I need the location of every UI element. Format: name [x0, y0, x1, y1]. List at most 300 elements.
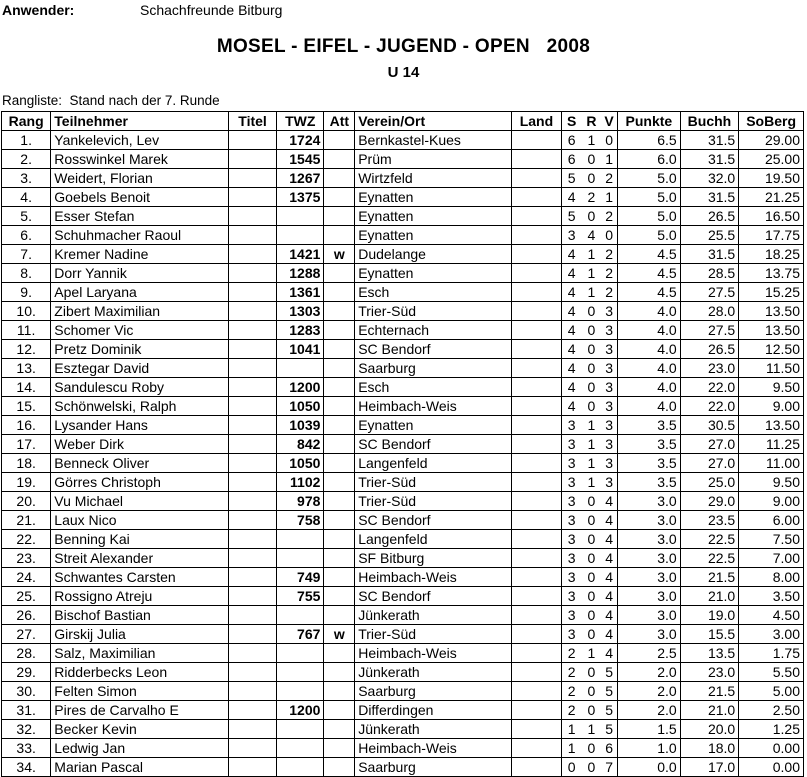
country-cell [512, 701, 561, 720]
club-cell: Echternach [355, 321, 512, 340]
name-cell: Apel Laryana [51, 283, 229, 302]
draws-cell: 0 [582, 568, 602, 587]
country-cell [512, 511, 561, 530]
draws-cell: 0 [582, 606, 602, 625]
buchholz-cell: 23.0 [680, 663, 739, 682]
rating-cell [277, 663, 324, 682]
draws-cell: 0 [582, 663, 602, 682]
title-cell [228, 720, 276, 739]
buchholz-cell: 31.5 [680, 188, 739, 207]
att-cell [324, 264, 355, 283]
sonneborn-cell: 0.00 [739, 739, 804, 758]
draws-cell: 0 [582, 492, 602, 511]
att-cell [324, 644, 355, 663]
name-cell: Zibert Maximilian [51, 302, 229, 321]
losses-cell: 4 [601, 549, 617, 568]
losses-cell: 3 [601, 321, 617, 340]
points-cell: 3.5 [618, 473, 681, 492]
country-cell [512, 606, 561, 625]
country-cell [512, 454, 561, 473]
buchholz-cell: 27.5 [680, 283, 739, 302]
title-cell [228, 492, 276, 511]
name-cell: Dorr Yannik [51, 264, 229, 283]
table-row [2, 739, 804, 758]
title-cell [228, 473, 276, 492]
table-row [2, 492, 804, 511]
rating-cell: 1724 [277, 131, 324, 150]
sonneborn-cell: 21.25 [739, 188, 804, 207]
rating-cell: 1267 [277, 169, 324, 188]
title-cell [228, 264, 276, 283]
club-cell: Trier-Süd [355, 625, 512, 644]
col-header-att: Att [324, 112, 355, 131]
buchholz-cell: 26.5 [680, 340, 739, 359]
att-cell [324, 568, 355, 587]
rank-cell: 29. [2, 663, 51, 682]
col-header-soberg: SoBerg [739, 112, 804, 131]
buchholz-cell: 19.0 [680, 606, 739, 625]
table-row [2, 454, 804, 473]
table-row [2, 416, 804, 435]
losses-cell: 0 [601, 131, 617, 150]
table-row [2, 663, 804, 682]
table-row [2, 625, 804, 644]
title-cell [228, 340, 276, 359]
name-cell: Schönwelski, Ralph [51, 397, 229, 416]
sonneborn-cell: 8.00 [739, 568, 804, 587]
rating-cell [277, 530, 324, 549]
losses-cell: 3 [601, 378, 617, 397]
name-cell: Weber Dirk [51, 435, 229, 454]
country-cell [512, 492, 561, 511]
att-cell [324, 378, 355, 397]
losses-cell: 1 [601, 150, 617, 169]
country-cell [512, 682, 561, 701]
buchholz-cell: 31.5 [680, 245, 739, 264]
club-cell: Heimbach-Weis [355, 739, 512, 758]
club-cell: Wirtzfeld [355, 169, 512, 188]
buchholz-cell: 23.5 [680, 511, 739, 530]
club-cell: Eynatten [355, 207, 512, 226]
sonneborn-cell: 5.50 [739, 663, 804, 682]
table-row [2, 701, 804, 720]
rating-cell: 1361 [277, 283, 324, 302]
att-cell [324, 739, 355, 758]
wins-cell: 3 [561, 473, 582, 492]
title-cell [228, 625, 276, 644]
points-cell: 3.5 [618, 435, 681, 454]
losses-cell: 5 [601, 701, 617, 720]
title-cell [228, 587, 276, 606]
points-cell: 4.5 [618, 245, 681, 264]
losses-cell: 3 [601, 416, 617, 435]
wins-cell: 3 [561, 435, 582, 454]
points-cell: 1.0 [618, 739, 681, 758]
country-cell [512, 644, 561, 663]
losses-cell: 5 [601, 663, 617, 682]
buchholz-cell: 28.0 [680, 302, 739, 321]
standings-table [1, 111, 804, 777]
draws-cell: 0 [582, 739, 602, 758]
country-cell [512, 207, 561, 226]
table-row [2, 283, 804, 302]
draws-cell: 0 [582, 758, 602, 777]
rating-cell: 755 [277, 587, 324, 606]
buchholz-cell: 25.0 [680, 473, 739, 492]
rating-cell [277, 207, 324, 226]
buchholz-cell: 18.0 [680, 739, 739, 758]
rating-cell: 1421 [277, 245, 324, 264]
rank-cell: 14. [2, 378, 51, 397]
sonneborn-cell: 16.50 [739, 207, 804, 226]
losses-cell: 3 [601, 340, 617, 359]
col-header-verein: Verein/Ort [355, 112, 512, 131]
rating-cell: 1050 [277, 397, 324, 416]
name-cell: Benneck Oliver [51, 454, 229, 473]
wins-cell: 1 [561, 720, 582, 739]
buchholz-cell: 29.0 [680, 492, 739, 511]
points-cell: 5.0 [618, 226, 681, 245]
sonneborn-cell: 7.50 [739, 530, 804, 549]
points-cell: 1.5 [618, 720, 681, 739]
col-header-twz: TWZ [277, 112, 324, 131]
title-cell [228, 169, 276, 188]
title-cell [228, 131, 276, 150]
club-cell: Jünkerath [355, 606, 512, 625]
draws-cell: 0 [582, 511, 602, 530]
name-cell: Laux Nico [51, 511, 229, 530]
country-cell [512, 169, 561, 188]
title-cell [228, 701, 276, 720]
losses-cell: 3 [601, 435, 617, 454]
table-row [2, 758, 804, 777]
points-cell: 3.0 [618, 606, 681, 625]
wins-cell: 4 [561, 245, 582, 264]
document-subtitle: U 14 [387, 64, 420, 81]
rank-cell: 17. [2, 435, 51, 454]
user-line [2, 2, 282, 18]
name-cell: Görres Christoph [51, 473, 229, 492]
att-cell [324, 359, 355, 378]
draws-cell: 1 [582, 435, 602, 454]
points-cell: 2.5 [618, 644, 681, 663]
wins-cell: 4 [561, 302, 582, 321]
club-cell: Dudelange [355, 245, 512, 264]
table-row [2, 511, 804, 530]
table-row [2, 587, 804, 606]
wins-cell: 3 [561, 530, 582, 549]
user-value: Schachfreunde Bitburg [140, 2, 283, 18]
points-cell: 2.0 [618, 682, 681, 701]
country-cell [512, 416, 561, 435]
att-cell [324, 701, 355, 720]
title-cell [228, 397, 276, 416]
rating-cell: 1375 [277, 188, 324, 207]
title-cell [228, 644, 276, 663]
club-cell: Eynatten [355, 188, 512, 207]
country-cell [512, 530, 561, 549]
draws-cell: 0 [582, 169, 602, 188]
sonneborn-cell: 4.50 [739, 606, 804, 625]
table-row [2, 435, 804, 454]
table-row [2, 340, 804, 359]
buchholz-cell: 22.5 [680, 549, 739, 568]
draws-cell: 1 [582, 283, 602, 302]
rating-cell: 978 [277, 492, 324, 511]
draws-cell: 0 [582, 207, 602, 226]
wins-cell: 3 [561, 606, 582, 625]
title-cell [228, 226, 276, 245]
rank-cell: 33. [2, 739, 51, 758]
document-title: MOSEL - EIFEL - JUGEND - OPEN 2008 [216, 36, 591, 57]
rank-cell: 19. [2, 473, 51, 492]
rank-cell: 18. [2, 454, 51, 473]
col-header-v: V [601, 112, 617, 131]
buchholz-cell: 27.5 [680, 321, 739, 340]
losses-cell: 5 [601, 720, 617, 739]
table-row [2, 245, 804, 264]
wins-cell: 3 [561, 416, 582, 435]
table-row [2, 568, 804, 587]
rating-cell: 758 [277, 511, 324, 530]
col-header-teilnehmer: Teilnehmer [51, 112, 229, 131]
att-cell [324, 207, 355, 226]
sonneborn-cell: 12.50 [739, 340, 804, 359]
sonneborn-cell: 9.50 [739, 473, 804, 492]
rating-cell [277, 644, 324, 663]
wins-cell: 5 [561, 207, 582, 226]
club-cell: Jünkerath [355, 720, 512, 739]
title-cell [228, 150, 276, 169]
rating-cell: 1200 [277, 701, 324, 720]
table-row [2, 264, 804, 283]
table-row [2, 321, 804, 340]
losses-cell: 2 [601, 283, 617, 302]
buchholz-cell: 31.5 [680, 131, 739, 150]
rank-cell: 11. [2, 321, 51, 340]
wins-cell: 4 [561, 340, 582, 359]
name-cell: Streit Alexander [51, 549, 229, 568]
points-cell: 6.0 [618, 150, 681, 169]
points-cell: 3.0 [618, 511, 681, 530]
wins-cell: 4 [561, 264, 582, 283]
sonneborn-cell: 2.50 [739, 701, 804, 720]
rank-cell: 5. [2, 207, 51, 226]
wins-cell: 4 [561, 397, 582, 416]
table-row [2, 549, 804, 568]
sonneborn-cell: 29.00 [739, 131, 804, 150]
table-row [2, 188, 804, 207]
rating-cell [277, 682, 324, 701]
wins-cell: 3 [561, 549, 582, 568]
title-cell [228, 283, 276, 302]
rating-cell: 749 [277, 568, 324, 587]
points-cell: 2.0 [618, 701, 681, 720]
country-cell [512, 321, 561, 340]
club-cell: SC Bendorf [355, 587, 512, 606]
country-cell [512, 663, 561, 682]
att-cell [324, 473, 355, 492]
rating-cell: 1288 [277, 264, 324, 283]
buchholz-cell: 22.0 [680, 378, 739, 397]
name-cell: Lysander Hans [51, 416, 229, 435]
sonneborn-cell: 13.50 [739, 321, 804, 340]
points-cell: 5.0 [618, 169, 681, 188]
losses-cell: 0 [601, 226, 617, 245]
buchholz-cell: 26.5 [680, 207, 739, 226]
buchholz-cell: 22.0 [680, 397, 739, 416]
club-cell: Langenfeld [355, 530, 512, 549]
points-cell: 3.0 [618, 549, 681, 568]
rank-cell: 13. [2, 359, 51, 378]
sonneborn-cell: 13.75 [739, 264, 804, 283]
draws-cell: 2 [582, 188, 602, 207]
wins-cell: 2 [561, 682, 582, 701]
col-header-land: Land [512, 112, 561, 131]
club-cell: SF Bitburg [355, 549, 512, 568]
country-cell [512, 245, 561, 264]
buchholz-cell: 27.0 [680, 454, 739, 473]
att-cell [324, 454, 355, 473]
buchholz-cell: 31.5 [680, 150, 739, 169]
title-cell [228, 663, 276, 682]
wins-cell: 3 [561, 492, 582, 511]
name-cell: Schwantes Carsten [51, 568, 229, 587]
losses-cell: 4 [601, 625, 617, 644]
rank-cell: 24. [2, 568, 51, 587]
draws-cell: 0 [582, 587, 602, 606]
rating-cell [277, 606, 324, 625]
wins-cell: 3 [561, 511, 582, 530]
rank-cell: 25. [2, 587, 51, 606]
rank-cell: 22. [2, 530, 51, 549]
att-cell [324, 416, 355, 435]
rank-cell: 21. [2, 511, 51, 530]
table-row [2, 169, 804, 188]
points-cell: 3.0 [618, 625, 681, 644]
club-cell: Trier-Süd [355, 302, 512, 321]
club-cell: Trier-Süd [355, 492, 512, 511]
rating-cell [277, 359, 324, 378]
buchholz-cell: 27.0 [680, 435, 739, 454]
rank-cell: 2. [2, 150, 51, 169]
sonneborn-cell: 9.50 [739, 378, 804, 397]
title-cell [228, 530, 276, 549]
sonneborn-cell: 3.00 [739, 625, 804, 644]
name-cell: Rosswinkel Marek [51, 150, 229, 169]
sonneborn-cell: 9.00 [739, 397, 804, 416]
name-cell: Becker Kevin [51, 720, 229, 739]
sonneborn-cell: 11.25 [739, 435, 804, 454]
sonneborn-cell: 13.50 [739, 416, 804, 435]
draws-cell: 1 [582, 720, 602, 739]
name-cell: Esztegar David [51, 359, 229, 378]
title-cell [228, 359, 276, 378]
name-cell: Pretz Dominik [51, 340, 229, 359]
sonneborn-cell: 7.00 [739, 549, 804, 568]
club-cell: Jünkerath [355, 663, 512, 682]
att-cell [324, 169, 355, 188]
country-cell [512, 264, 561, 283]
losses-cell: 2 [601, 169, 617, 188]
sonneborn-cell: 17.75 [739, 226, 804, 245]
rating-cell: 1200 [277, 378, 324, 397]
losses-cell: 3 [601, 454, 617, 473]
country-cell [512, 397, 561, 416]
country-cell [512, 568, 561, 587]
title-cell [228, 378, 276, 397]
table-row [2, 720, 804, 739]
points-cell: 3.0 [618, 492, 681, 511]
draws-cell: 0 [582, 682, 602, 701]
rank-cell: 1. [2, 131, 51, 150]
name-cell: Girskij Julia [51, 625, 229, 644]
points-cell: 4.0 [618, 321, 681, 340]
att-cell [324, 758, 355, 777]
club-cell: SC Bendorf [355, 511, 512, 530]
club-cell: Bernkastel-Kues [355, 131, 512, 150]
club-cell: Trier-Süd [355, 473, 512, 492]
rating-cell [277, 720, 324, 739]
rating-cell: 767 [277, 625, 324, 644]
losses-cell: 5 [601, 682, 617, 701]
club-cell: Heimbach-Weis [355, 397, 512, 416]
name-cell: Esser Stefan [51, 207, 229, 226]
wins-cell: 3 [561, 226, 582, 245]
country-cell [512, 302, 561, 321]
rating-cell: 1545 [277, 150, 324, 169]
points-cell: 3.5 [618, 454, 681, 473]
rating-cell: 1039 [277, 416, 324, 435]
table-row [2, 682, 804, 701]
rating-cell [277, 549, 324, 568]
country-cell [512, 359, 561, 378]
rank-cell: 26. [2, 606, 51, 625]
sonneborn-cell: 0.00 [739, 758, 804, 777]
country-cell [512, 131, 561, 150]
att-cell [324, 283, 355, 302]
draws-cell: 1 [582, 644, 602, 663]
name-cell: Yankelevich, Lev [51, 131, 229, 150]
country-cell [512, 435, 561, 454]
table-row [2, 226, 804, 245]
buchholz-cell: 21.5 [680, 568, 739, 587]
country-cell [512, 549, 561, 568]
title-cell [228, 568, 276, 587]
name-cell: Pires de Carvalho E [51, 701, 229, 720]
att-cell [324, 321, 355, 340]
draws-cell: 1 [582, 454, 602, 473]
draws-cell: 1 [582, 245, 602, 264]
draws-cell: 0 [582, 340, 602, 359]
points-cell: 3.5 [618, 416, 681, 435]
rank-cell: 7. [2, 245, 51, 264]
col-header-buchh: Buchh [680, 112, 739, 131]
rank-cell: 30. [2, 682, 51, 701]
att-cell: w [324, 245, 355, 264]
rank-cell: 23. [2, 549, 51, 568]
title-cell [228, 321, 276, 340]
country-cell [512, 226, 561, 245]
rank-cell: 12. [2, 340, 51, 359]
col-header-rang: Rang [2, 112, 51, 131]
wins-cell: 3 [561, 568, 582, 587]
points-cell: 4.0 [618, 302, 681, 321]
buchholz-cell: 25.5 [680, 226, 739, 245]
losses-cell: 3 [601, 397, 617, 416]
draws-cell: 1 [582, 264, 602, 283]
club-cell: Differdingen [355, 701, 512, 720]
